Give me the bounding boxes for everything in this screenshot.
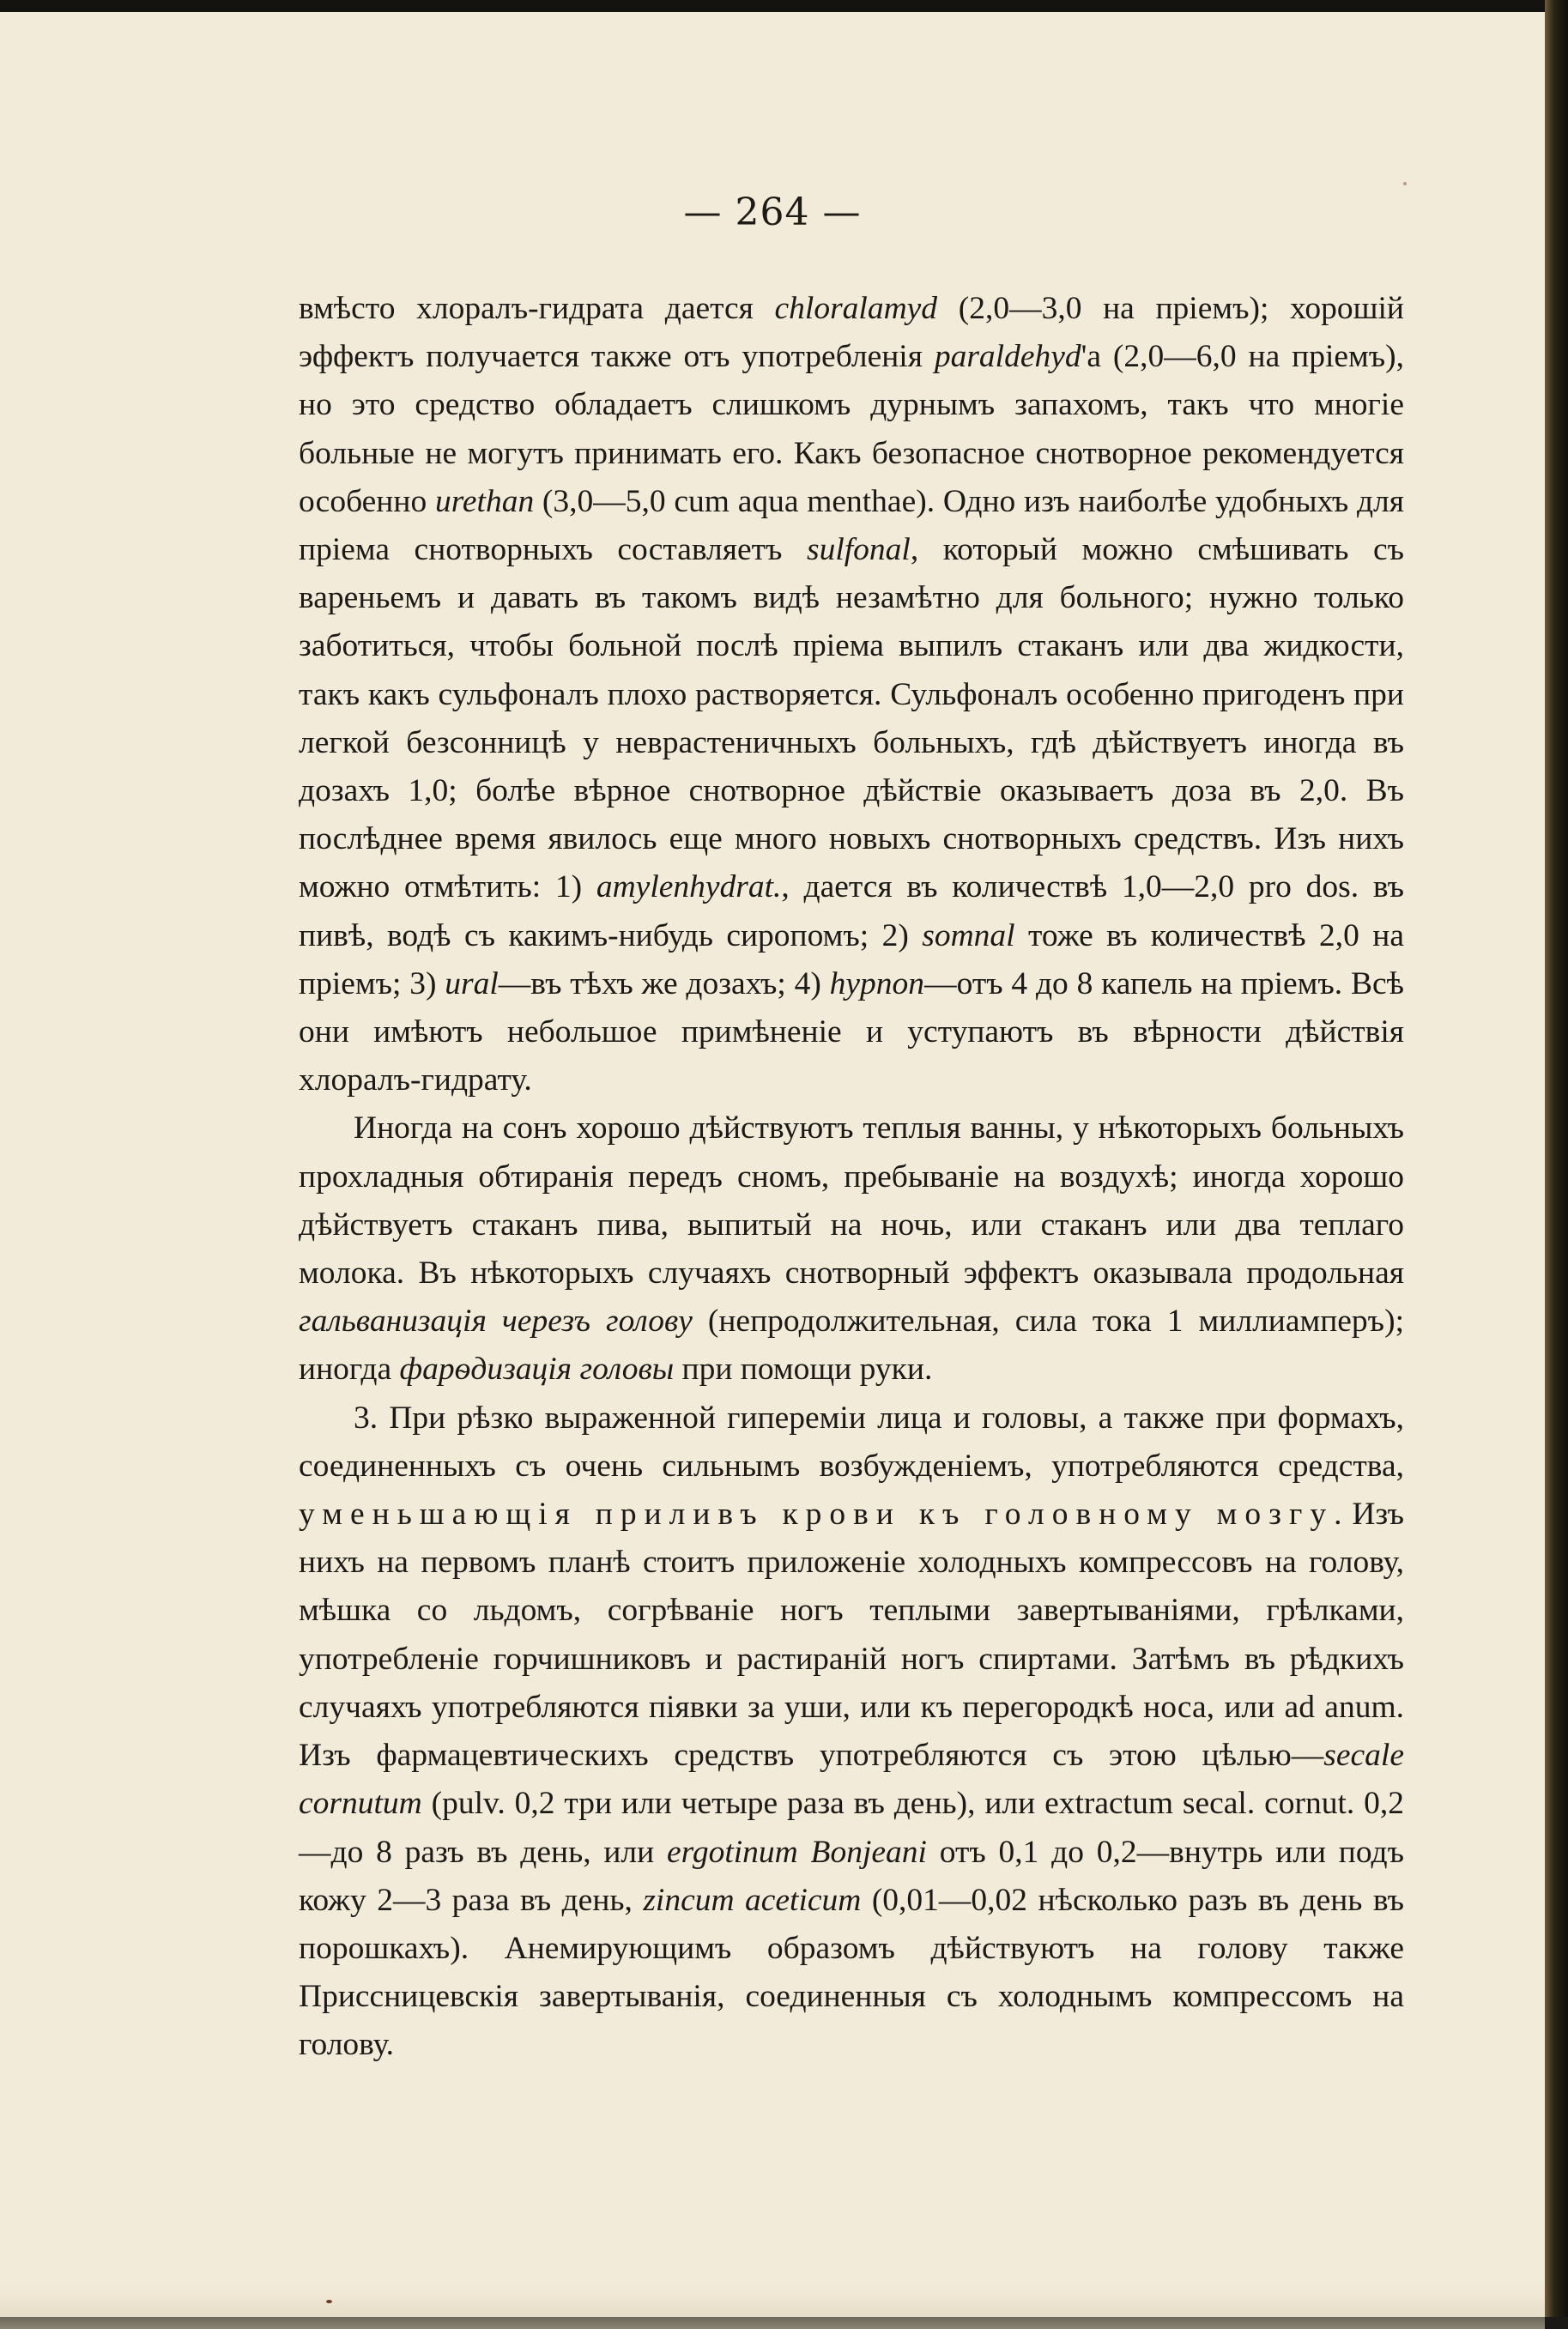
italic-term: paraldehyd xyxy=(934,339,1081,375)
italic-term: somnal xyxy=(922,917,1015,953)
text-run: —въ тѣхъ же дозахъ; 4) xyxy=(498,965,830,1001)
text-run: (2,0—3,0 на пріемъ); хорошій эффектъ получается также отъ употребленія xyxy=(299,291,1404,375)
italic-term: ergotinum Bonjeani xyxy=(667,1834,927,1870)
text-run: (pulv. 0,2 три или четыре раза въ день), или extractum secal. cornut. 0,2—до 8 разъ въ день, или xyxy=(299,1786,1404,1870)
text-run: 3. При рѣзко выраженной гипереміи лица и головы, а также при формахъ, соединенныхъ съ очень сильнымъ возбужденіемъ, употребляются средства, xyxy=(299,1400,1404,1484)
text-run: при помощи руки. xyxy=(674,1352,933,1388)
text-run: (0,01—0,02 нѣсколько разъ въ день въ порошкахъ). Анемирующимъ образомъ дѣйствуютъ на голову также Присcницевскія завертыванія, соединенныя съ холоднымъ компрессомъ на голову. xyxy=(299,1882,1405,2063)
paragraph-sleep-remedies xyxy=(299,285,1404,1104)
text-run: —отъ 4 до 8 капель на пріемъ. Всѣ они имѣютъ небольшое примѣненіе и уступаютъ въ вѣрности дѣйствія хлоралъ-гидрату. xyxy=(299,965,1404,1098)
italic-term: ural xyxy=(445,965,499,1001)
text-run: , который можно смѣшивать съ вареньемъ и давать въ такомъ видѣ незамѣтно для больного; нужно только заботиться, чтобы больной послѣ пріема выпилъ стаканъ или два жидкости, такъ какъ сульфоналъ плохо растворяется. Сульфоналъ особенно пригоденъ при легкой безсонницѣ у неврастеничныхъ больныхъ, гдѣ дѣйствуетъ иногда въ дозахъ 1,0; болѣе вѣрное снотворное дѣйствіе оказываетъ доза въ 2,0. Въ послѣднее время явилось еще много новыхъ снотворныхъ средствъ. Изъ нихъ можно отмѣтить: 1) xyxy=(299,532,1404,905)
scan-top-border xyxy=(0,0,1568,12)
italic-term: urethan xyxy=(434,483,535,519)
body-text xyxy=(299,285,1404,2070)
italic-term: гальванизація черезъ голову xyxy=(299,1304,693,1340)
italic-term: chloralamyd xyxy=(774,291,938,326)
text-run: вмѣсто хлоралъ-гидрата дается xyxy=(299,291,775,326)
italic-term: hypnon xyxy=(829,965,925,1001)
paragraph-hyperemia-remedies xyxy=(299,1394,1404,2070)
text-run: Иногда на сонъ хорошо дѣйствуютъ теплыя ванны, у нѣкоторыхъ больныхъ прохладныя обтиранія передъ сномъ, пребываніе на воздухѣ; иногда хорошо дѣйствуетъ стаканъ пива, выпитый на ночь, или стаканъ или два теплаго молока. Въ нѣкоторыхъ случаяхъ снотворный эффектъ оказывала продольная xyxy=(299,1110,1404,1292)
text-run: отъ 0,1 до 0,2—внутрь или подъ кожу 2—3 раза въ день, xyxy=(299,1834,1404,1918)
text-run: , дается въ количествѣ 1,0—2,0 pro dos. въ пивѣ, водѣ съ какимъ-нибудь сиропомъ; 2) xyxy=(299,869,1404,953)
text-run: (непродолжительная, сила тока 1 миллиамперъ); иногда xyxy=(299,1304,1404,1388)
italic-term: sulfonal xyxy=(806,532,911,568)
book-spine-edge xyxy=(1545,0,1568,2317)
page-shading xyxy=(0,2286,1545,2329)
text-run: . Изъ нихъ на первомъ планѣ стоитъ приложеніе холодныхъ компрессовъ на голову, мѣшка со льдомъ, согрѣваніе ногъ теплыми завертываніями, грѣлками, употребленіе горчишниковъ и растираній ногъ спиртами. Затѣмъ въ рѣдкихъ случаяхъ употребляются піявки за уши, или къ перегородкѣ носа, или ad anum. Изъ фармацевтическихъ средствъ употребляются съ этою цѣлью— xyxy=(299,1497,1404,1774)
paper-speck xyxy=(1403,182,1407,185)
italic-term: amylenhydrat. xyxy=(596,869,782,905)
text-run: 'а (2,0—6,0 на пріемъ), но это средство обладаетъ слишкомъ дурнымъ запахомъ, такъ что многіе больные не могутъ принимать его. Какъ безопасное снотворное рекомендуется особенно xyxy=(299,339,1404,519)
text-run: (3,0—5,0 cum aqua menthae). Одно изъ наиболѣе удобныхъ для пріема снотворныхъ составляетъ xyxy=(299,483,1404,568)
book-page xyxy=(0,12,1545,2317)
italic-term: secale cornutum xyxy=(299,1738,1404,1822)
text-run: тоже въ количествѣ 2,0 на пріемъ; 3) xyxy=(299,917,1404,1001)
italic-term: фарѳдизація головы xyxy=(399,1352,675,1388)
spaced-emphasis: уменьшающія приливъ крови къ головному мозгу xyxy=(299,1497,1335,1533)
page-number: — 264 — xyxy=(683,191,862,234)
italic-term: zincum aceticum xyxy=(643,1882,862,1918)
paper-speck xyxy=(326,2300,332,2303)
paragraph-baths-and-galvanization xyxy=(299,1104,1404,1394)
